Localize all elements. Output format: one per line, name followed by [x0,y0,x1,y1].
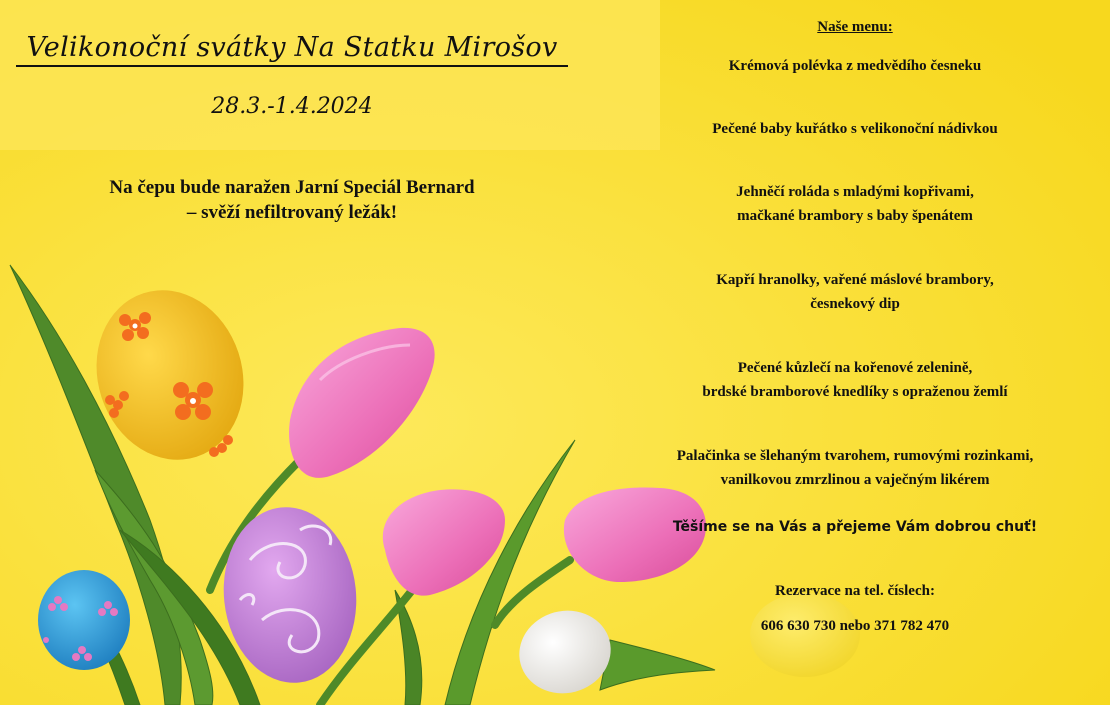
menu-item-line: Kapří hranolky, vařené máslové brambory, [716,272,994,288]
menu-item-line: Pečené baby kuřátko s velikonoční nádivkou [712,121,998,137]
menu-item-line: Palačinka se šlehaným tvarohem, rumovými rozinkami, [676,448,1034,464]
poster-title: Velikonoční svátky Na Statku Mirošov [16,32,568,67]
menu-item-line: Krémová polévka z medvědího česneku [728,58,982,74]
menu-item-line: česnekový dip [810,296,900,312]
phone-numbers: 606 630 730 nebo 371 782 470 [760,618,950,634]
beer-line-2: – svěží nefiltrovaný ležák! [186,202,398,223]
menu-item [612,54,1098,78]
menu-item-line: Jehněčí roláda s mladými kopřivami, [736,184,974,200]
greeting-text: Těšíme se na Vás a přejeme Vám dobrou chuť! [672,519,1038,535]
menu-item [612,268,1098,316]
reservation-label: Rezervace na tel. číslech: [775,583,935,599]
menu-heading: Naše menu: [817,19,893,35]
beer-announcement [16,175,568,225]
beer-line-1: Na čepu bude naražen Jarní Speciál Bernard [109,177,475,198]
menu-item [612,444,1098,492]
blue-egg [38,570,130,670]
menu-item-line: vanilkovou zmrzlinou a vaječným likérem [720,472,990,488]
menu-item [612,356,1098,404]
menu-item-line: Pečené kůzlečí na kořenové zelenině, [737,360,973,376]
menu-item-line: brdské bramborové knedlíky s opraženou žemlí [702,384,1008,400]
menu-item [612,180,1098,228]
event-date: 28.3.-1.4.2024 [211,94,373,119]
menu-item-line: mačkané brambory s baby špenátem [737,208,973,224]
menu-item [612,117,1098,141]
